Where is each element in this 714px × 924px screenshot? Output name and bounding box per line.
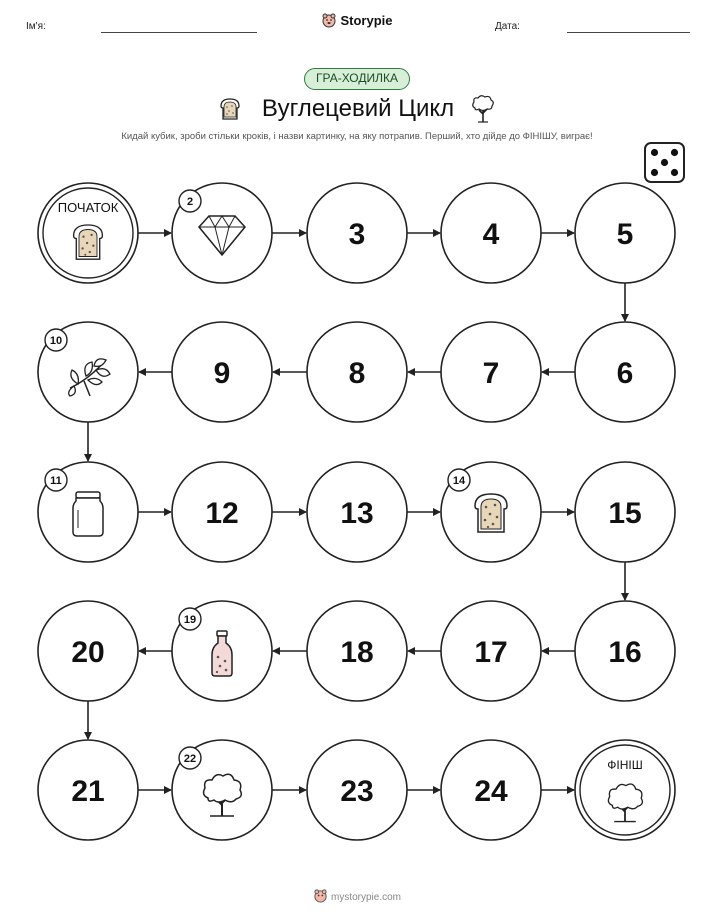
space-number: 14 (452, 475, 466, 487)
board-space-23 (307, 740, 407, 840)
dice-icon (645, 143, 684, 182)
board-space-4 (441, 183, 541, 283)
space-number: 10 (49, 335, 63, 347)
space-number: 21 (71, 775, 105, 808)
space-number: 13 (340, 497, 374, 530)
board-space-16 (575, 601, 675, 701)
board-space-14 (441, 462, 541, 562)
space-number: 24 (474, 775, 508, 808)
die-pip (651, 169, 658, 176)
name-label: Ім'я: (26, 21, 46, 32)
board-space-17 (441, 601, 541, 701)
board-space-13 (307, 462, 407, 562)
die-pip (661, 159, 668, 166)
space-number: 11 (50, 475, 62, 487)
board-space-12 (172, 462, 272, 562)
board-space-10 (38, 322, 138, 422)
bread-icon (74, 225, 103, 259)
space-label: ФІНІШ (607, 758, 643, 772)
board-space-22 (172, 740, 272, 840)
die-pip (671, 149, 678, 156)
board-space-8 (307, 322, 407, 422)
jar-icon (73, 492, 103, 536)
space-number: 17 (474, 636, 508, 669)
page-title: Вуглецевий Цикл (261, 95, 455, 122)
space-number: 9 (213, 357, 231, 390)
instructions: Кидай кубик, зроби стільки кроків, і назви картинку, на яку потрапив. Перший, хто дійде до ФІНІШУ, виграє! (121, 131, 593, 142)
space-number: 15 (608, 497, 642, 530)
board-space-20 (38, 601, 138, 701)
board-space-18 (307, 601, 407, 701)
space-number: 7 (482, 357, 500, 390)
start-space (38, 183, 138, 283)
space-number: 20 (71, 636, 105, 669)
space-number: 2 (186, 196, 194, 208)
space-label: ПОЧАТОК (57, 200, 119, 215)
space-number: 23 (340, 775, 374, 808)
date-label: Дата: (495, 21, 520, 32)
space-number: 5 (616, 218, 634, 251)
space-number: 19 (183, 614, 197, 626)
storypie-logo-icon (313, 888, 328, 903)
board-space-7 (441, 322, 541, 422)
board-space-24 (441, 740, 541, 840)
board-space-19 (172, 601, 272, 701)
board-space-15 (575, 462, 675, 562)
finish-space (575, 740, 675, 840)
space-number: 8 (348, 357, 366, 390)
die-pip (651, 149, 658, 156)
board-space-2 (172, 183, 272, 283)
footer-url: mystorypie.com (330, 892, 401, 903)
space-number: 6 (616, 357, 634, 390)
die-pip (671, 169, 678, 176)
board-space-11 (38, 462, 138, 562)
space-number: 3 (348, 218, 366, 251)
board-space-3 (307, 183, 407, 283)
space-number: 22 (183, 753, 197, 765)
footer (0, 888, 714, 903)
board-space-6 (575, 322, 675, 422)
space-number: 16 (608, 636, 642, 669)
space-number: 4 (482, 218, 500, 251)
board-space-5 (575, 183, 675, 283)
brand-name: Storypie (340, 13, 393, 28)
space-number: 12 (205, 497, 239, 530)
space-number: 18 (340, 636, 374, 669)
bread-icon (475, 494, 507, 532)
board-space-21 (38, 740, 138, 840)
board-space-9 (172, 322, 272, 422)
game-type-badge: ГРА-ХОДИЛКА (304, 68, 410, 90)
